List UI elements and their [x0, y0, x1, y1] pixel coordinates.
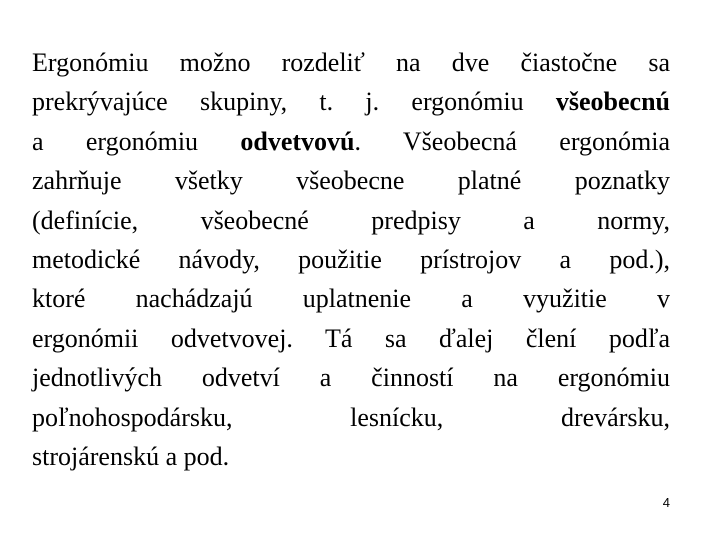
- text-line-2: [32, 82, 670, 121]
- text-line-11: [32, 437, 670, 476]
- page-number: 4: [662, 495, 670, 510]
- text-segment: strojárenskú a pod.: [32, 442, 230, 472]
- text-segment: jednotlivých odvetví a činností na ergonómiu: [32, 363, 670, 393]
- text-line-4: [32, 161, 670, 200]
- text-segment: a ergonómiu: [32, 126, 241, 156]
- text-segment: ktoré nachádzajú uplatnenie a využitie v: [32, 284, 670, 314]
- text-line-7: [32, 279, 670, 318]
- text-segment: metodické návody, použitie prístrojov a pod.),: [32, 245, 670, 275]
- bold-term-general: všeobecnú: [555, 87, 670, 117]
- text-line-8: [32, 319, 670, 358]
- text-segment: zahrňuje všetky všeobecne platné poznatky: [32, 166, 670, 196]
- text-line-10: [32, 398, 670, 437]
- text-line-6: [32, 240, 670, 279]
- text-segment: ergonómii odvetvovej. Tá sa ďalej člení podľa: [32, 323, 670, 353]
- bold-term-sectoral: odvetvovú: [240, 126, 355, 156]
- text-segment: poľnohospodársku, lesnícku, drevársku,: [32, 402, 670, 432]
- text-line-5: [32, 201, 670, 240]
- text-segment: . Všeobecná ergonómia: [354, 126, 670, 156]
- text-segment: Ergonómiu možno rozdeliť na dve čiastočne sa: [32, 48, 670, 77]
- text-segment: (definície, všeobecné predpisy a normy,: [32, 205, 670, 235]
- body-paragraph: [32, 43, 670, 476]
- text-line-9: [32, 358, 670, 397]
- text-segment: prekrývajúce skupiny, t. j. ergonómiu: [32, 87, 556, 117]
- text-line-3: [32, 122, 670, 161]
- text-line-1: [32, 43, 670, 82]
